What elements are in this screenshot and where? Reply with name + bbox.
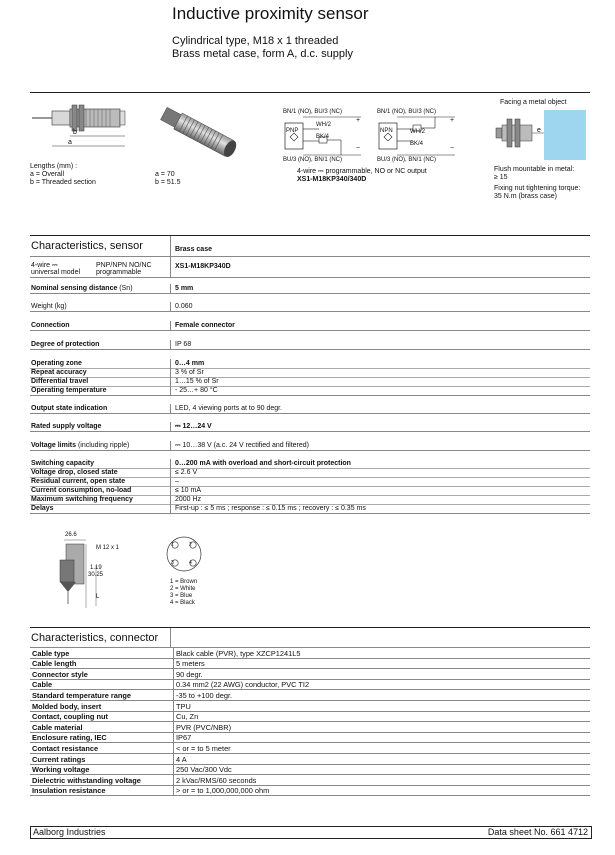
sensor-photo (150, 100, 250, 170)
sensor-row-value: ⎓ 10…38 V (a.c. 24 V rectified and filtered) (175, 442, 309, 449)
a-value: a = 70 (155, 171, 175, 178)
e-label: e (537, 127, 541, 134)
sensor-row-label (31, 442, 129, 450)
npn-top-label: BN/1 (NO), BU/3 (NC) (377, 109, 437, 115)
connector-row-label: Cable length (30, 658, 174, 669)
case-label: Brass case (175, 246, 212, 253)
connector-row-label: Molded body, insert (30, 700, 174, 711)
connector-row-label: Standard temperature range (30, 690, 174, 701)
sensor-row-label (31, 423, 101, 431)
sensor-row-rule (30, 386, 590, 387)
wire-desc-1: 4-wire ⎓ (31, 262, 58, 269)
pin-legend-3: 3 = Blue (170, 593, 193, 599)
connector-row-value: Black cable (PVR), type XZCP1241L5 (174, 648, 591, 658)
sensor-row-label-text: Maximum switching frequency (31, 496, 133, 503)
npn-bottom-label: BU/3 (NO), BN/1 (NC) (377, 157, 437, 163)
sensor-row-divider (170, 340, 171, 349)
sensor-row-value: - 25…+ 80 °C (175, 387, 218, 394)
connector-row (30, 711, 590, 722)
pinout-diagram (162, 534, 210, 578)
sensor-row-rule (30, 293, 590, 294)
pnp-bk-label: BK/4 (316, 134, 330, 140)
subtitle-case: Brass metal case, form A, d.c. supply (172, 48, 353, 60)
sensor-row-label-text: Delays (31, 505, 54, 512)
npn-bk-label: BK/4 (410, 141, 424, 147)
sensor-model: XS1-M18KP340D (175, 263, 231, 270)
sensor-row-label (31, 360, 82, 368)
flush-value: ≥ 15 (494, 174, 508, 181)
pin-4: 4 (189, 560, 192, 566)
npn-minus: − (450, 145, 455, 152)
sensor-row-rule (30, 311, 590, 312)
npn-plus: + (450, 117, 455, 124)
connector-row-value: > or = to 1,000,000,000 ohm (174, 785, 591, 796)
sensor-row-divider (170, 368, 171, 377)
pin-3: 3 (171, 560, 174, 566)
sensor-row-label (31, 405, 107, 413)
mounting-diagram (494, 108, 588, 162)
connector-row (30, 775, 590, 786)
pnp-npn-1: PNP/NPN NO/NC (96, 262, 152, 269)
sensor-row-label-text: Output state indication (31, 405, 108, 412)
sensor-row-rule (30, 450, 590, 451)
connector-row (30, 690, 590, 701)
sensor-row-label-suffix: (Sn) (117, 285, 133, 292)
connector-row-value: 90 degr. (174, 669, 591, 680)
wire-desc-2: universal model (31, 269, 81, 276)
sensor-row-label (31, 387, 106, 395)
sensor-row-value: 5 mm (175, 285, 194, 292)
sensor-row-value: 0…4 mm (175, 360, 205, 367)
sensor-row-label-text: Operating zone (31, 360, 82, 367)
sensor-row-divider (170, 486, 171, 495)
sensor-row-label-text: Differential travel (31, 378, 89, 385)
connector-row (30, 658, 590, 669)
sensor-row-divider (170, 302, 171, 311)
connector-row-value: 5 meters (174, 658, 591, 669)
sensor-row-divider (170, 386, 171, 395)
sensor-heading: Characteristics, sensor (31, 240, 143, 252)
pnp-top-label: BN/1 (NO), BU/3 (NC) (283, 109, 343, 115)
connector-row (30, 764, 590, 775)
sensor-row-value: IP 68 (175, 341, 192, 348)
connector-row-value: < or = to 5 meter (174, 743, 591, 754)
connector-section-rule (30, 627, 590, 628)
connector-row-value: 0.34 mm2 (22 AWG) conductor, PVC TI2 (174, 679, 591, 690)
lengths-label: Lengths (mm) : (30, 163, 78, 170)
wiring-model: XS1-M18KP340/340D (297, 176, 367, 183)
pnp-minus: − (356, 145, 361, 152)
sensor-row-label (31, 469, 118, 477)
sensor-row-value: Female connector (175, 322, 235, 329)
sensor-row-divider (170, 404, 171, 413)
dim-b-label: b (73, 129, 77, 136)
sensor-row-rule (30, 368, 590, 369)
sensor-row-label-text: Residual current, open state (31, 478, 126, 485)
connector-row (30, 785, 590, 796)
connector-row-value: PVR (PVC/NBR) (174, 722, 591, 733)
sensor-row-label (31, 378, 88, 386)
sensor-row-label-text: Switching capacity (31, 460, 95, 467)
connector-row-label: Contact resistance (30, 743, 174, 754)
pnp-npn-2: programmable (96, 269, 142, 276)
connector-row (30, 743, 590, 754)
connector-row-value: TPU (174, 700, 591, 711)
sensor-row-label (31, 369, 87, 377)
sensor-row-divider (170, 284, 171, 293)
connector-row-label: Contact, coupling nut (30, 711, 174, 722)
sensor-row-value: 2000 Hz (175, 496, 202, 503)
sensor-row-value: First-up : ≤ 5 ms ; response : ≤ 0.15 ms ; recovery : ≤ 0.35 ms (175, 505, 366, 512)
sensor-row-label-text: Voltage limits (31, 442, 76, 449)
sensor-row-label-suffix: (including ripple) (76, 442, 130, 449)
connector-row-label: Cable (30, 679, 174, 690)
sensor-section-rule (30, 235, 590, 236)
pin-2: 2 (189, 542, 192, 548)
model-divider (170, 258, 171, 277)
connector-row-label: Current ratings (30, 753, 174, 764)
connector-row-label: Insulation resistance (30, 785, 174, 796)
sensor-row-label-text: Repeat accuracy (31, 369, 87, 376)
footer-datasheet: Data sheet No. 661 4712 (487, 827, 588, 837)
sensor-row-label (31, 496, 133, 504)
sensor-row-divider (170, 459, 171, 468)
sensor-row-label (31, 505, 54, 513)
conn-dim-5: L (96, 594, 100, 600)
footer-company: Aalborg Industries (33, 827, 106, 837)
connector-row-label: Enclosure rating, IEC (30, 732, 174, 743)
pnp-wh-label: WH/2 (316, 122, 331, 128)
connector-row (30, 753, 590, 764)
sensor-row-label (31, 487, 131, 495)
sensor-row-value: – (175, 478, 179, 485)
sensor-row-label (31, 478, 125, 486)
conn-dim-4: 30.25 (88, 572, 104, 578)
sensor-row-label-text: Current consumption, no-load (31, 487, 132, 494)
pin-legend-1: 1 = Brown (170, 579, 198, 585)
sensor-row-label-text: Degree of protection (31, 341, 100, 348)
connector-row-value: 250 Vac/300 Vdc (174, 764, 591, 775)
connector-row (30, 732, 590, 743)
sensor-row-divider (170, 321, 171, 330)
sensor-row-label-text: Operating temperature (31, 387, 107, 394)
sensor-row-rule (30, 377, 590, 378)
page-title: Inductive proximity sensor (172, 4, 369, 23)
npn-wh-label: WH/2 (410, 129, 425, 135)
connector-row-value: IP67 (174, 732, 591, 743)
connector-heading: Characteristics, connector (31, 632, 159, 644)
connector-row-value: -35 to +100 degr. (174, 690, 591, 701)
sensor-row-label-text: Nominal sensing distance (31, 285, 118, 292)
connector-row (30, 669, 590, 680)
torque-label: Fixing nut tightening torque: (494, 185, 581, 192)
connector-row-label: Connector style (30, 669, 174, 680)
sensor-row-value: 1…15 % of Sr (175, 378, 219, 385)
sensor-row-divider (170, 422, 171, 431)
connector-row-value: 4 A (174, 753, 591, 764)
conn-dim-3: 1.19 (90, 565, 102, 571)
npn-label: NPN (380, 128, 393, 134)
sensor-row-rule (30, 431, 590, 432)
sensor-row-divider (170, 468, 171, 477)
sensor-row-rule (30, 413, 590, 414)
connector-row (30, 722, 590, 733)
sensor-row-divider (170, 495, 171, 504)
dim-a-label: a (68, 139, 72, 146)
sensor-row-label-text: Weight (kg) (31, 303, 67, 310)
sensor-row-label (31, 303, 67, 311)
sensor-row-divider (170, 441, 171, 450)
footer (30, 826, 592, 839)
pnp-bottom-label: BU/3 (NO), BN/1 (NC) (283, 157, 343, 163)
conn-dim-2: M 12 x 1 (96, 545, 120, 551)
connector-row (30, 648, 590, 658)
sensor-row-label (31, 322, 70, 330)
connector-row-label: Dielectric withstanding voltage (30, 775, 174, 786)
connector-row (30, 700, 590, 711)
sensor-row-value: 0…200 mA with overload and short-circuit protection (175, 460, 351, 467)
model-rule (30, 277, 590, 278)
sensor-row-rule (30, 349, 590, 350)
sensor-row-label-text: Connection (31, 322, 70, 329)
sensor-row-rule (30, 395, 590, 396)
sensor-row-label (31, 285, 133, 293)
sensor-row-rule (30, 513, 590, 514)
sensor-row-label-text: Voltage drop, closed state (31, 469, 118, 476)
connector-row-label: Working voltage (30, 764, 174, 775)
b-desc: b = Threaded section (30, 179, 96, 186)
npn-wiring-diagram (377, 115, 457, 157)
pin-1: 1 (171, 542, 174, 548)
sensor-row-value: ⎓ 12…24 V (175, 423, 212, 430)
pin-legend-2: 2 = White (170, 586, 196, 592)
sensor-row-divider (170, 477, 171, 486)
connector-row-value: Cu, Zn (174, 711, 591, 722)
connector-row-label: Cable type (30, 648, 174, 658)
sensor-row-label (31, 460, 94, 468)
dimension-drawing (30, 98, 140, 160)
connector-row (30, 679, 590, 690)
pin-legend-4: 4 = Black (170, 600, 195, 606)
sensor-row-label-text: Rated supply voltage (31, 423, 102, 430)
sensor-row-value: 0.060 (175, 303, 193, 310)
flush-label: Flush mountable in metal: (494, 166, 575, 173)
conn-dim-1: 26.6 (65, 532, 77, 538)
connector-row-label: Cable material (30, 722, 174, 733)
pin-legend (170, 579, 197, 607)
sensor-row-value: 3 % of Sr (175, 369, 204, 376)
sensor-row-label (31, 341, 99, 349)
sensor-row-value: ≤ 2.6 V (175, 469, 198, 476)
connector-spec-table (30, 648, 590, 796)
sensor-row-divider (170, 359, 171, 368)
sensor-head-rule (30, 256, 590, 257)
torque-value: 35 N.m (brass case) (494, 193, 558, 200)
pnp-label: PNP (286, 128, 299, 134)
sensor-row-value: LED, 4 viewing ports at to 90 degr. (175, 405, 283, 412)
connector-row-value: 2 kVac/RMS/60 seconds (174, 775, 591, 786)
pnp-plus: + (356, 117, 361, 124)
b-value: b = 51.5 (155, 179, 181, 186)
sensor-row-divider (170, 377, 171, 386)
a-desc: a = Overall (30, 171, 65, 178)
sensor-row-value: ≤ 10 mA (175, 487, 202, 494)
subtitle-type: Cylindrical type, M18 x 1 threaded (172, 35, 339, 47)
sensor-row-rule (30, 330, 590, 331)
facing-label: Facing a metal object (500, 99, 567, 106)
top-rule (30, 92, 590, 93)
sensor-row-divider (170, 504, 171, 513)
connector-header-divider (170, 628, 171, 648)
wiring-caption: 4-wire ⎓ programmable, NO or NC output (297, 168, 427, 175)
